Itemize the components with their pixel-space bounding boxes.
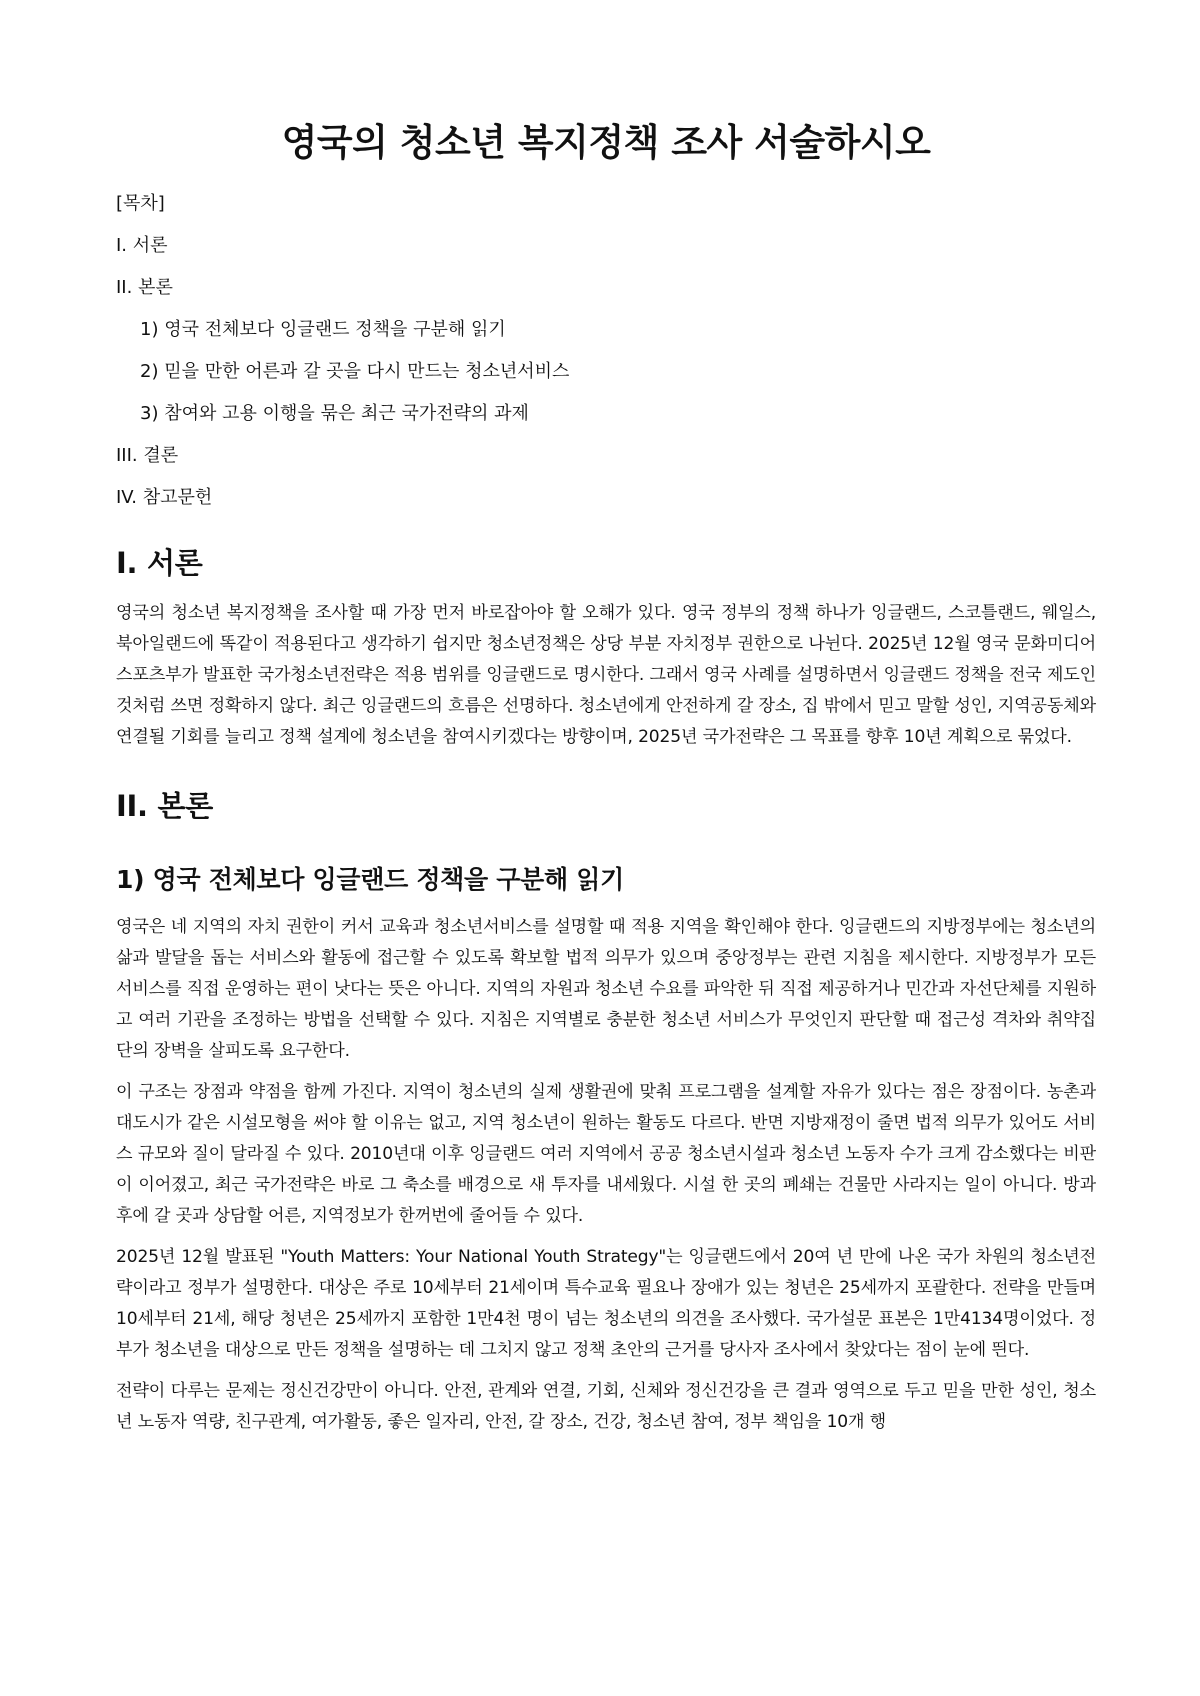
body-paragraph: 영국은 네 지역의 자치 권한이 커서 교육과 청소년서비스를 설명할 때 적용 지역을 확인해야 한다. 잉글랜드의 지방정부에는 청소년의 삶과 발달을 돕는 서비스와 활동에 접근할 수 있도록 확보할 법적 의무가 있으며 중앙정부는 관련 지침을 제시한다. 지방정부가 모든 서비스를 직접 운영하는 편이 낫다는 뜻은 아니다. 지역의 자원과 청소년 수요를 파악한 뒤 직접 제공하거나 민간과 자선단체를 지원하고 여러 기관을 조정하는 방법을 선택할 수 있다. 지침은 지역별로 충분한 청소년 서비스가 무엇인지 판단할 때 접근성 격차와 취약집단의 장벽을 살피도록 요구한다. xyxy=(116,917,1096,1061)
table-of-contents xyxy=(116,192,1096,510)
toc-subitem-youth-services: 2) 믿을 만한 어른과 갈 곳을 다시 만드는 청소년서비스 xyxy=(140,361,570,382)
document-title: 영국의 청소년 복지정책 조사 서술하시오 xyxy=(281,121,931,164)
intro-paragraph: 영국의 청소년 복지정책을 조사할 때 가장 먼저 바로잡아야 할 오해가 있다. 영국 정부의 정책 하나가 잉글랜드, 스코틀랜드, 웨일스, 북아일랜드에 똑같이 적용된다고 생각하기 쉽지만 청소년정책은 상당 부분 자치정부 권한으로 나뉜다. 2025년 12월 영국 문화미디어스포츠부가 발표한 국가청소년전략은 적용 범위를 잉글랜드로 명시한다. 그래서 영국 사례를 설명하면서 잉글랜드 정책을 전국 제도인 것처럼 쓰면 정확하지 않다. 최근 잉글랜드의 흐름은 선명하다. 청소년에게 안전하게 갈 장소, 집 밖에서 믿고 말할 성인, 지역공동체와 연결될 기회를 늘리고 정책 설계에 청소년을 참여시키겠다는 방향이며, 2025년 국가전략은 그 목표를 향후 10년 계획으로 묶었다. xyxy=(116,603,1096,747)
body-paragraph: 이 구조는 장점과 약점을 함께 가진다. 지역이 청소년의 실제 생활권에 맞춰 프로그램을 설계할 자유가 있다는 점은 장점이다. 농촌과 대도시가 같은 시설모형을 써야 할 이유는 없고, 지역 청소년이 원하는 활동도 다르다. 반면 지방재정이 줄면 법적 의무가 있어도 서비스 규모와 질이 달라질 수 있다. 2010년대 이후 잉글랜드 여러 지역에서 공공 청소년시설과 청소년 노동자 수가 크게 감소했다는 비판이 이어졌고, 최근 국가전략은 바로 그 축소를 배경으로 새 투자를 내세웠다. 시설 한 곳의 폐쇄는 건물만 사라지는 일이 아니다. 방과후에 갈 곳과 상담할 어른, 지역정보가 한꺼번에 줄어들 수 있다. xyxy=(116,1082,1096,1226)
toc-item-references: IV. 참고문헌 xyxy=(116,487,213,508)
toc-item-conclusion: III. 결론 xyxy=(116,445,179,466)
section-heading-main-body: II. 본론 xyxy=(116,789,213,823)
body-paragraph: 전략이 다루는 문제는 정신건강만이 아니다. 안전, 관계와 연결, 기회, 신체와 정신건강을 큰 결과 영역으로 두고 믿을 만한 성인, 청소년 노동자 역량, 친구관계, 여가활동, 좋은 일자리, 안전, 갈 장소, 건강, 청소년 참여, 정부 책임을 10개 행 xyxy=(116,1381,1096,1432)
toc-item-introduction: I. 서론 xyxy=(116,235,168,256)
body-paragraph: 2025년 12월 발표된 "Youth Matters: Your National Youth Strategy"는 잉글랜드에서 20여 년 만에 나온 국가 차원의 청소년전략이라고 정부가 설명한다. 대상은 주로 10세부터 21세이며 특수교육 필요나 장애가 있는 청년은 25세까지 포괄한다. 전략을 만들며 10세부터 21세, 해당 청년은 25세까지 포함한 1만4천 명이 넘는 청소년의 의견을 조사했다. 국가설문 표본은 1만4134명이었다. 정부가 청소년을 대상으로 만든 정책을 설명하는 데 그치지 않고 정책 초안의 근거를 당사자 조사에서 찾았다는 점이 눈에 띈다. xyxy=(116,1247,1096,1360)
section-heading-introduction: I. 서론 xyxy=(116,546,203,580)
toc-heading: [목차] xyxy=(116,193,165,214)
toc-subitem-national-strategy: 3) 참여와 고용 이행을 묶은 최근 국가전략의 과제 xyxy=(140,403,529,424)
toc-subitem-england-policy: 1) 영국 전체보다 잉글랜드 정책을 구분해 읽기 xyxy=(140,319,506,340)
toc-item-main-body: II. 본론 xyxy=(116,277,173,298)
subsection-heading-england-policy: 1) 영국 전체보다 잉글랜드 정책을 구분해 읽기 xyxy=(116,865,624,894)
